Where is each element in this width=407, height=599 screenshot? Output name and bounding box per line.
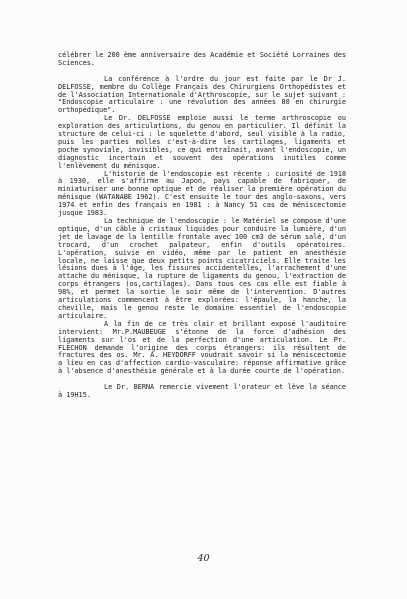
paragraph: Le Dr. BERNA remercie vivement l'orateur et lève la séance à 19H15. (58, 383, 346, 399)
paragraph: Le Dr. DELFOSSE emploie aussi le terme arthroscopie ou exploration des articulations, du genou en particulier. Il définit la structure de celui-ci : le squelette d'abord, seul visible à la radio, puis les parties molles c'est-à-dire les cartilages, ligaments et poche synoviale, invisibles, ce qui entraînait, avant l'endoscopie, un diagnostic incertain et souvent des opérations inutiles comme l'enlèvement du ménisque. (58, 114, 346, 170)
paragraph: La technique de l'endoscopie : le Matériel se compose d'une optique, d'un câble à cristaux liquides pour conduire la lumière, d'un jet de lavage de la lentille frontale avec 100 cm3 de sérum salé, d'un trocard, d'un crochet palpateur, enfin d'outils opératoires. L'opération, suivie en vidéo, même par le patient en anesthésie locale, ne laisse que deux petits points cicatriciels. Elle traite les lésions dues à l'âge, les fissures accidentelles, l'arrachement d'une attache du ménisque, la rupture de ligaments du genou, l'extraction de corps étrangers (os,cartilages). Dans tous ces cas elle est fiable à 98%, et permet la sortie le soir même de l'intervention. D'autres articulations commencent à être explorées: l'épaule, la hanche, la cheville, mais le genou reste le domaine essentiel de l'endoscopie articulaire. (58, 217, 346, 320)
paragraph: L'historie de l'endoscopie est récente : curiosité de 1918 à 1930, elle s'affirme au Japon, pays capable de fabriquer, de miniaturiser une bonne optique et de réaliser la première opération du ménisque (WATANABE 1962). C'est ensuite le tour des anglo-saxons, vers 1974 et enfin des français en 1981 : à Nancy 51 cas de méniscectomie jusque 1983. (58, 169, 346, 218)
paragraph: célébrer le 200 ème anniversaire des Académie et Société Lorraines des Sciences. (58, 51, 346, 67)
paragraph: A la fin de ce très clair et brillant exposé l'auditoire intervient: Mr.P.MAUBEUGE s'étonne de la force d'adhésion des ligaments sur l'os et de la perfection d'une articulation. Le Pr. FLECHON demande l'origine des corps étrangers: ils résultent de fractures des os. Mr. A. HEYDORFF voudrait savoir si la méniscectomie a lieu en cas d'affection cardio-vasculaire: réponse affirmative grâce à l'absence d'anesthésie générale et à la durée courte de l'opération. (58, 319, 346, 376)
page-number: 40 (197, 553, 210, 564)
paragraph: La conférence à l'ordre du jour est faite par le Dr J. DELFOSSE, membre du Collège Français des Chirurgiens Orthopédistes et de l'Association Internationale d'Arthroscopie, sur le sujet suivant : "Endoscopie articulaire : une révolution des années 80 en chirurgie orthopédique". (58, 74, 346, 115)
body-text (58, 52, 346, 400)
